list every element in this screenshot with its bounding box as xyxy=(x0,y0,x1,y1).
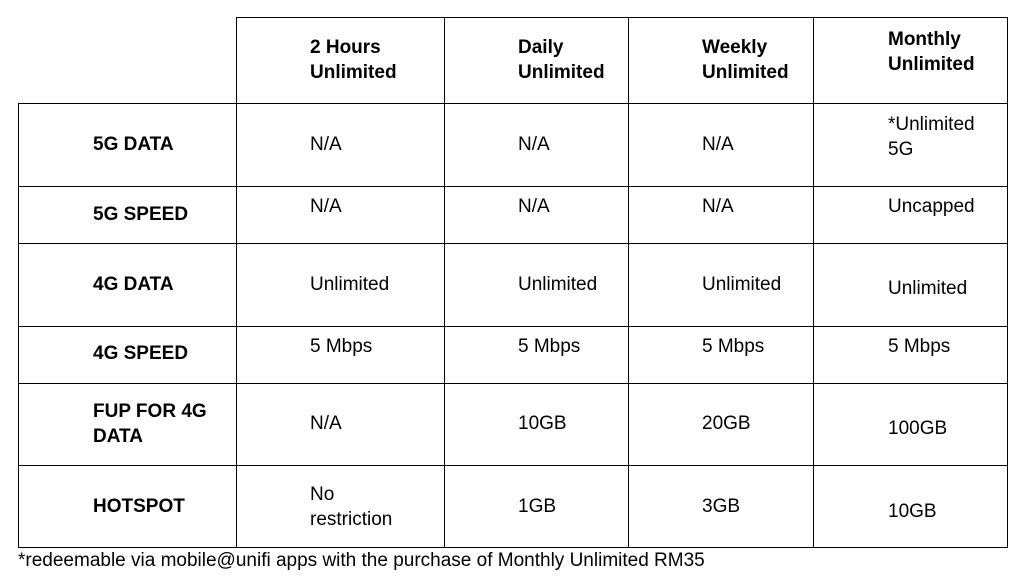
table-cell: 5 Mbps xyxy=(888,336,951,357)
table-row-divider xyxy=(18,465,1008,466)
cell-line: *Unlimited xyxy=(888,114,975,135)
row-label-4g-data: 4G DATA xyxy=(93,274,174,295)
table-cell: N/A xyxy=(702,134,734,155)
table-border-right xyxy=(1007,17,1008,548)
table-cell: 10GB xyxy=(518,413,567,434)
table-cell-no-restriction xyxy=(310,482,392,532)
table-row-divider xyxy=(18,186,1008,187)
table-cell: N/A xyxy=(518,134,550,155)
row-label-line: DATA xyxy=(93,426,143,447)
column-header-line: Weekly xyxy=(702,37,768,58)
table-border-left xyxy=(18,103,19,548)
table-col-divider xyxy=(444,17,445,548)
column-header-weekly xyxy=(702,35,789,85)
table-col-divider xyxy=(813,17,814,548)
table-cell: Unlimited xyxy=(310,274,390,295)
column-header-monthly xyxy=(888,27,975,77)
row-label-5g-data: 5G DATA xyxy=(93,134,174,155)
row-label-5g-speed: 5G SPEED xyxy=(93,204,189,225)
table-cell: N/A xyxy=(702,196,734,217)
column-header-daily xyxy=(518,35,605,85)
table-cell-unlimited-5g xyxy=(888,112,975,162)
column-header-line: 2 Hours xyxy=(310,37,381,58)
table-row-divider xyxy=(18,103,1008,104)
table-cell: Unlimited xyxy=(518,274,598,295)
footnote: *redeemable via mobile@unifi apps with the purchase of Monthly Unlimited RM35 xyxy=(18,550,705,571)
column-header-line: Unlimited xyxy=(888,54,975,75)
table-row-divider xyxy=(18,326,1008,327)
table-cell: 3GB xyxy=(702,496,741,517)
table-cell: N/A xyxy=(310,196,342,217)
table-cell: N/A xyxy=(310,413,342,434)
column-header-line: Unlimited xyxy=(310,62,397,83)
column-header-line: Unlimited xyxy=(702,62,789,83)
table-border-top xyxy=(236,17,1008,18)
table-cell: N/A xyxy=(310,134,342,155)
table-cell: 5 Mbps xyxy=(310,336,373,357)
row-label-hotspot: HOTSPOT xyxy=(93,496,185,517)
table-col-divider xyxy=(236,17,237,548)
table-row-divider xyxy=(18,383,1008,384)
table-cell: 100GB xyxy=(888,418,948,439)
table-col-divider xyxy=(628,17,629,548)
row-label-line: FUP FOR 4G xyxy=(93,401,207,422)
cell-line: 5G xyxy=(888,139,914,160)
row-label-4g-speed: 4G SPEED xyxy=(93,343,189,364)
table-cell: 5 Mbps xyxy=(518,336,581,357)
table-cell: 10GB xyxy=(888,501,937,522)
column-header-line: Monthly xyxy=(888,29,961,50)
table-border-bottom xyxy=(18,547,1008,548)
table-cell: 5 Mbps xyxy=(702,336,765,357)
cell-line: restriction xyxy=(310,509,393,530)
column-header-line: Daily xyxy=(518,37,564,58)
table-cell: Unlimited xyxy=(702,274,782,295)
table-cell: 1GB xyxy=(518,496,557,517)
table-row-divider xyxy=(18,243,1008,244)
cell-line: No xyxy=(310,484,335,505)
column-header-2-hours xyxy=(310,35,397,85)
table-cell: Uncapped xyxy=(888,196,975,217)
table-cell: N/A xyxy=(518,196,550,217)
table-cell: Unlimited xyxy=(888,278,968,299)
table-cell: 20GB xyxy=(702,413,751,434)
column-header-line: Unlimited xyxy=(518,62,605,83)
row-label-fup-4g-data xyxy=(93,399,207,449)
